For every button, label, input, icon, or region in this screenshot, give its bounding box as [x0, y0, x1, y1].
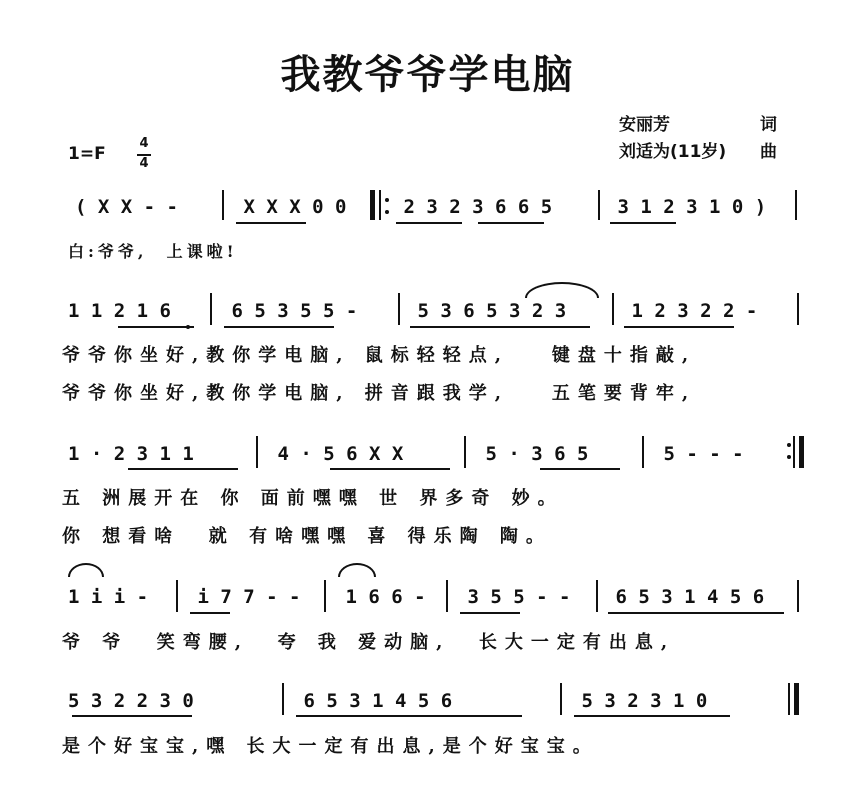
barline: [256, 436, 258, 468]
lyricist-role: 词: [760, 115, 777, 135]
time-signature-top: 4: [139, 136, 149, 151]
underline: [608, 612, 784, 614]
final-barline: [794, 683, 799, 715]
repeat-dot: [385, 210, 389, 214]
system-2-measure-3: 5 3 6 5 3 2 3: [406, 300, 578, 322]
underline: [296, 715, 522, 717]
barline: [797, 293, 799, 325]
key-signature: 1=F: [68, 144, 106, 164]
repeat-end-barline: [799, 436, 804, 468]
system-4-measure-3: 1 6 6 -: [334, 586, 437, 608]
system-1-measure-2: X X X 0 0: [232, 196, 358, 218]
barline: [560, 683, 562, 715]
system-4-measure-1: 1 i i -: [68, 586, 160, 608]
system-3-measure-2: 4 · 5 6 X X: [266, 443, 415, 465]
time-signature-bottom: 4: [139, 156, 149, 171]
system-5-measure-1: 5 3 2 2 3 0: [68, 690, 206, 712]
barline: [642, 436, 644, 468]
system-1-measure-1: ( X X - -: [75, 196, 190, 218]
barline: [176, 580, 178, 612]
barline: [596, 580, 598, 612]
system-2-lyric-verse-2: 爷爷你坐好,教你学电脑, 拼音跟我学, 五笔要背牢,: [62, 383, 697, 404]
system-5-lyric: 是个好宝宝,嘿 长大一定有出息,是个好宝宝。: [62, 736, 599, 757]
barline: [612, 293, 614, 325]
underline: [396, 222, 462, 224]
system-3-measure-3: 5 · 3 6 5: [474, 443, 600, 465]
repeat-dot: [787, 443, 791, 447]
underline: [330, 468, 450, 470]
barline: [379, 190, 381, 220]
underline: [72, 715, 192, 717]
system-4-measure-5: 6 5 3 1 4 5 6: [604, 586, 776, 608]
system-3-measure-4: 5 - - -: [652, 443, 755, 465]
system-1-lyric: 白:爷爷, 上课啦!: [68, 242, 238, 261]
repeat-dot: [787, 455, 791, 459]
barline: [464, 436, 466, 468]
underline: [410, 326, 590, 328]
barline: [324, 580, 326, 612]
song-title: 我教爷爷学电脑: [280, 51, 575, 98]
underline: [624, 326, 734, 328]
barline: [398, 293, 400, 325]
underline: [574, 715, 730, 717]
underline: [224, 326, 334, 328]
system-4-measure-4: 3 5 5 - -: [456, 586, 582, 608]
underline: [128, 468, 238, 470]
underline: [236, 222, 306, 224]
system-2-measure-4: 1 2 3 2 2 -: [620, 300, 769, 322]
system-1-measure-3: 2 3 2 3 6 6 5: [392, 196, 564, 218]
barline: [210, 293, 212, 325]
tie: [68, 563, 104, 577]
system-3-lyric-verse-1: 五 洲展开在 你 面前嘿嘿 世 界多奇 妙。: [62, 488, 564, 509]
underline: [610, 222, 676, 224]
system-5-measure-3: 5 3 2 3 1 0: [570, 690, 719, 712]
barline: [222, 190, 224, 220]
slur: [525, 282, 599, 298]
barline: [598, 190, 600, 220]
barline: [788, 683, 790, 715]
barline: [282, 683, 284, 715]
barline: [793, 436, 795, 468]
composer-role: 曲: [760, 142, 777, 162]
system-4-lyric: 爷 爷 笑弯腰, 夸 我 爱动脑, 长大一定有出息,: [62, 632, 676, 653]
repeat-dot: [385, 198, 389, 202]
system-4-measure-2: i 7 7 - -: [186, 586, 312, 608]
underline: [478, 222, 544, 224]
system-2-lyric-verse-1: 爷爷你坐好,教你学电脑, 鼠标轻轻点, 键盘十指敲,: [62, 345, 697, 366]
system-2-measure-2: 6 5 3 5 5 -: [220, 300, 369, 322]
barline: [446, 580, 448, 612]
underline: [540, 468, 620, 470]
underline: [118, 326, 194, 328]
system-3-measure-1: 1 · 2 3 1 1: [68, 443, 206, 465]
system-3-lyric-verse-2: 你 想看啥 就 有啥嘿嘿 喜 得乐陶 陶。: [62, 526, 552, 547]
repeat-start-barline: [370, 190, 375, 220]
lyricist-name: 安丽芳: [619, 115, 670, 135]
system-1-measure-4: 3 1 2 3 1 0 ): [606, 196, 778, 218]
system-2-measure-1: 1 1 2 1 6: [68, 300, 183, 322]
system-5-measure-2: 6 5 3 1 4 5 6: [292, 690, 464, 712]
barline: [797, 580, 799, 612]
barline: [795, 190, 797, 220]
underline: [190, 612, 230, 614]
composer-name: 刘适为(11岁): [619, 142, 727, 162]
underline: [460, 612, 520, 614]
tie: [338, 563, 376, 577]
